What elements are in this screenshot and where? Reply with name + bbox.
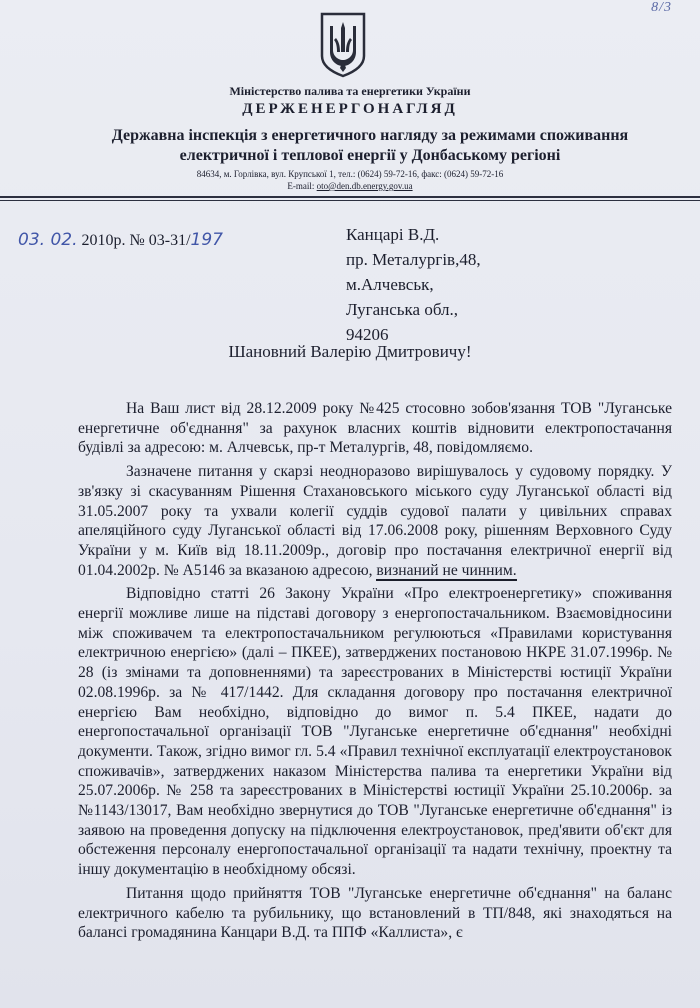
email-line <box>0 181 700 191</box>
corner-stamp-mark: 8/3 <box>651 0 672 15</box>
ministry-name: Міністерство палива та енергетики України <box>229 84 471 98</box>
agency-name: ДЕРЖЕНЕРГОНАГЛЯД <box>242 101 458 117</box>
email-link[interactable]: oto@den.db.energy.gov.ua <box>316 181 413 191</box>
salutation: Шановний Валерію Дмитровичу! <box>228 342 472 361</box>
inspection-name: Державна інспекція з енергетичного нагляду за режимами споживання електричної і теплової енергії у Донбаському регіоні <box>111 127 629 164</box>
email-label: E-mail: <box>287 181 315 191</box>
recipient-line: м.Алчевськ, <box>346 275 434 294</box>
header-divider-thick <box>0 196 700 198</box>
recipient-line: Луганська обл., <box>346 300 459 319</box>
outgoing-reference <box>18 230 223 250</box>
header-divider-thin <box>0 200 700 201</box>
handwritten-underline: визнаний не чинним. <box>376 561 517 579</box>
letter-year: 2010р. <box>81 232 126 249</box>
body-paragraph: Відповідно статті 26 Закону України «Про електроенергетику» споживання енергії можливе лише на підставі договору з енергопостачальником. Взаємовідносини між споживачем та електропостачальником регулюються «Правилами користування електричною енергією» (далі – ПКЕЕ), затверджених постановою НКРЕ 31.07.1996р. № 28 (із змінами та доповненнями) та зареєстрованих в Міністерстві юстиції України 02.08.1996р. за № 417/1442. Для складання договору про постачання електричної енергією Вам необхідно, відповідно до вимог п. 5.4 ПКЕЕ, надати до енергопостачальної організації ТОВ "Луганське енергетичне об'єднання" необхідні документи. Також, згідно вимог гл. 5.4 «Правил технічної експлуатації електроустановок споживачів», затверджених наказом Міністерства палива та енергетики України від 25.07.2006р. № 258 та зареєстрованих в Міністерстві юстиції України 25.10.2006р. за №1143/13017, Вам необхідно звернутися до ТОВ "Луганське енергетичне об'єднання" із заявою на проведення допуску на підключення електроустановок, пред'явити об'єкт для обстеження персоналу енергопостачальної організації та надати технічну, проектну та іншу документацію в необхідному обсязі. <box>78 585 672 879</box>
recipient-line: 94206 <box>346 325 389 344</box>
body-paragraph: Питання щодо прийняття ТОВ "Луганське енергетичне об'єднання" на баланс електричного кабелю та рубильнику, що встановлений в ТП/848, які знаходяться на балансі громадянина Канцари В.Д. та ППФ «Каллиста», є <box>78 884 672 942</box>
recipient-line: пр. Металургів,48, <box>346 250 481 269</box>
recipient-line: Канцарі В.Д. <box>346 225 440 244</box>
recipient-block <box>346 222 481 347</box>
letter-number-prefix: № 03-31/ <box>129 232 191 249</box>
handwritten-date: 03. 02. <box>18 230 78 250</box>
sender-address: 84634, м. Горлівка, вул. Крупської 1, тел.: (0624) 59-72-16, факс: (0624) 59-72-16 <box>196 169 504 179</box>
body-paragraph <box>78 462 672 580</box>
body-text-run: Зазначене питання у скарзі неодноразово вирішувалось у судовому порядку. У зв'язку зі скасуванням Рішення Стахановського міського суду Луганської області від 31.05.2007 року та ухвали колегії суддів судової палати у цивільних справах апеляційного суду Луганської області від 17.06.2008 року, рішенням Верховного Суду України у м. Київ від 18.11.2009р., договір про постачання електричної енергії від 01.04.2002р. № А5146 за вказаною адресою, <box>78 463 672 579</box>
handwritten-number: 197 <box>190 230 223 250</box>
body-paragraph: На Ваш лист від 28.12.2009 року №425 стосовно зобов'язання ТОВ "Луганське енергетичне об'єднання" за рахунок власних коштів відновити електропостачання будівлі за адресою: м. Алчевськ, пр-т Металургів, 48, повідомляємо. <box>78 400 672 457</box>
letter-body <box>78 399 672 943</box>
ukraine-trident-icon <box>320 12 366 78</box>
